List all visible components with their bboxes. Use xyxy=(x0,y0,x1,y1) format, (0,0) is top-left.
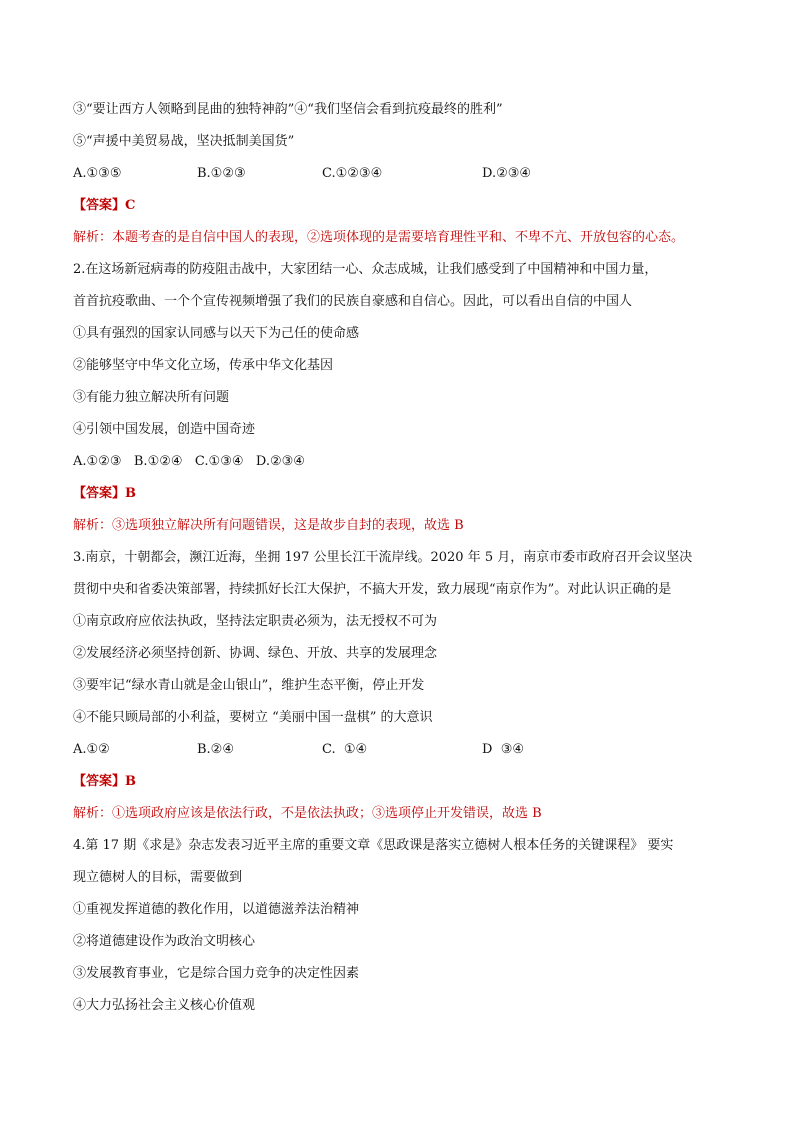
q3-item-2: ②发展经济必须坚持创新、协调、绿色、开放、共享的发展理念 xyxy=(73,646,438,661)
q2-item-2: ②能够坚守中华文化立场，传承中华文化基因 xyxy=(73,358,334,373)
q1-item-line-3-4: ③“要让西方人领略到昆曲的独特神韵”④“我们坚信会看到抗疫最终的胜利” xyxy=(73,102,503,117)
q3-item-3: ③要牢记“绿水青山就是金山银山”，维护生态平衡，停止开发 xyxy=(73,678,425,693)
q1-analysis: 解析：本题考查的是自信中国人的表现，②选项体现的是需要培育理性平和、不卑不亢、开放包容的心态。 xyxy=(73,230,685,245)
q1-answer: 【答案】C xyxy=(73,198,136,213)
q1-item-line-5: ⑤“声援中美贸易战，坚决抵制美国货” xyxy=(73,134,295,149)
q1-options xyxy=(73,165,531,183)
q2-options: A.①②③ B.①②④ C.①③④ D.②③④ xyxy=(73,454,305,469)
q3-answer: 【答案】B xyxy=(73,774,136,789)
q3-options xyxy=(73,741,524,759)
q4-item-4: ④大力弘扬社会主义核心价值观 xyxy=(73,998,256,1013)
q4-item-3: ③发展教育事业，它是综合国力竞争的决定性因素 xyxy=(73,966,360,981)
q1-option-b: B.①②③ xyxy=(197,166,246,181)
q3-option-d: D ③④ xyxy=(482,742,524,757)
q2-analysis: 解析：③选项独立解决所有问题错误，这是故步自封的表现，故选 B xyxy=(73,518,464,533)
q3-stem-line-1: 3.南京，十朝都会，濒江近海，坐拥 197 公里长江干流岸线。2020 年 5 月，南京市委市政府召开会议坚决 xyxy=(73,550,693,565)
q4-stem-line-1: 4.第 17 期《求是》杂志发表习近平主席的重要文章《思政课是落实立德树人根本任务的关键课程》 要实 xyxy=(73,838,674,853)
q3-stem-line-2: 贯彻中央和省委决策部署，持续抓好长江大保护，不搞大开发，致力展现“南京作为”。对此认识正确的是 xyxy=(73,582,672,597)
q3-item-1: ①南京政府应依法执政，坚持法定职责必须为，法无授权不可为 xyxy=(73,614,438,629)
q4-item-2: ②将道德建设作为政治文明核心 xyxy=(73,934,256,949)
q4-stem-line-2: 现立德树人的目标，需要做到 xyxy=(73,870,243,885)
q2-stem-line-1: 2.在这场新冠病毒的防疫阻击战中，大家团结一心、众志成城，让我们感受到了中国精神和中国力量， xyxy=(73,262,658,277)
q1-option-d: D.②③④ xyxy=(482,166,532,181)
q3-option-b: B.②④ xyxy=(197,742,234,757)
q2-item-1: ①具有强烈的国家认同感与以天下为己任的使命感 xyxy=(73,326,360,341)
q2-item-4: ④引领中国发展，创造中国奇迹 xyxy=(73,422,256,437)
q3-option-c: C. ①④ xyxy=(322,742,368,757)
q2-stem-line-2: 首首抗疫歌曲、一个个宣传视频增强了我们的民族自豪感和自信心。因此，可以看出自信的中国人 xyxy=(73,294,633,309)
q2-item-3: ③有能力独立解决所有问题 xyxy=(73,390,230,405)
q4-item-1: ①重视发挥道德的教化作用，以道德滋养法治精神 xyxy=(73,902,360,917)
q1-option-a: A.①③⑤ xyxy=(73,166,122,181)
q1-option-c: C.①②③④ xyxy=(322,166,383,181)
q3-item-4: ④不能只顾局部的小利益，要树立 “美丽中国一盘棋” 的大意识 xyxy=(73,710,433,725)
q2-answer: 【答案】B xyxy=(73,486,136,501)
q3-option-a: A.①② xyxy=(73,742,110,757)
q3-analysis: 解析：①选项政府应该是依法行政，不是依法执政；③选项停止开发错误，故选 B xyxy=(73,806,542,821)
